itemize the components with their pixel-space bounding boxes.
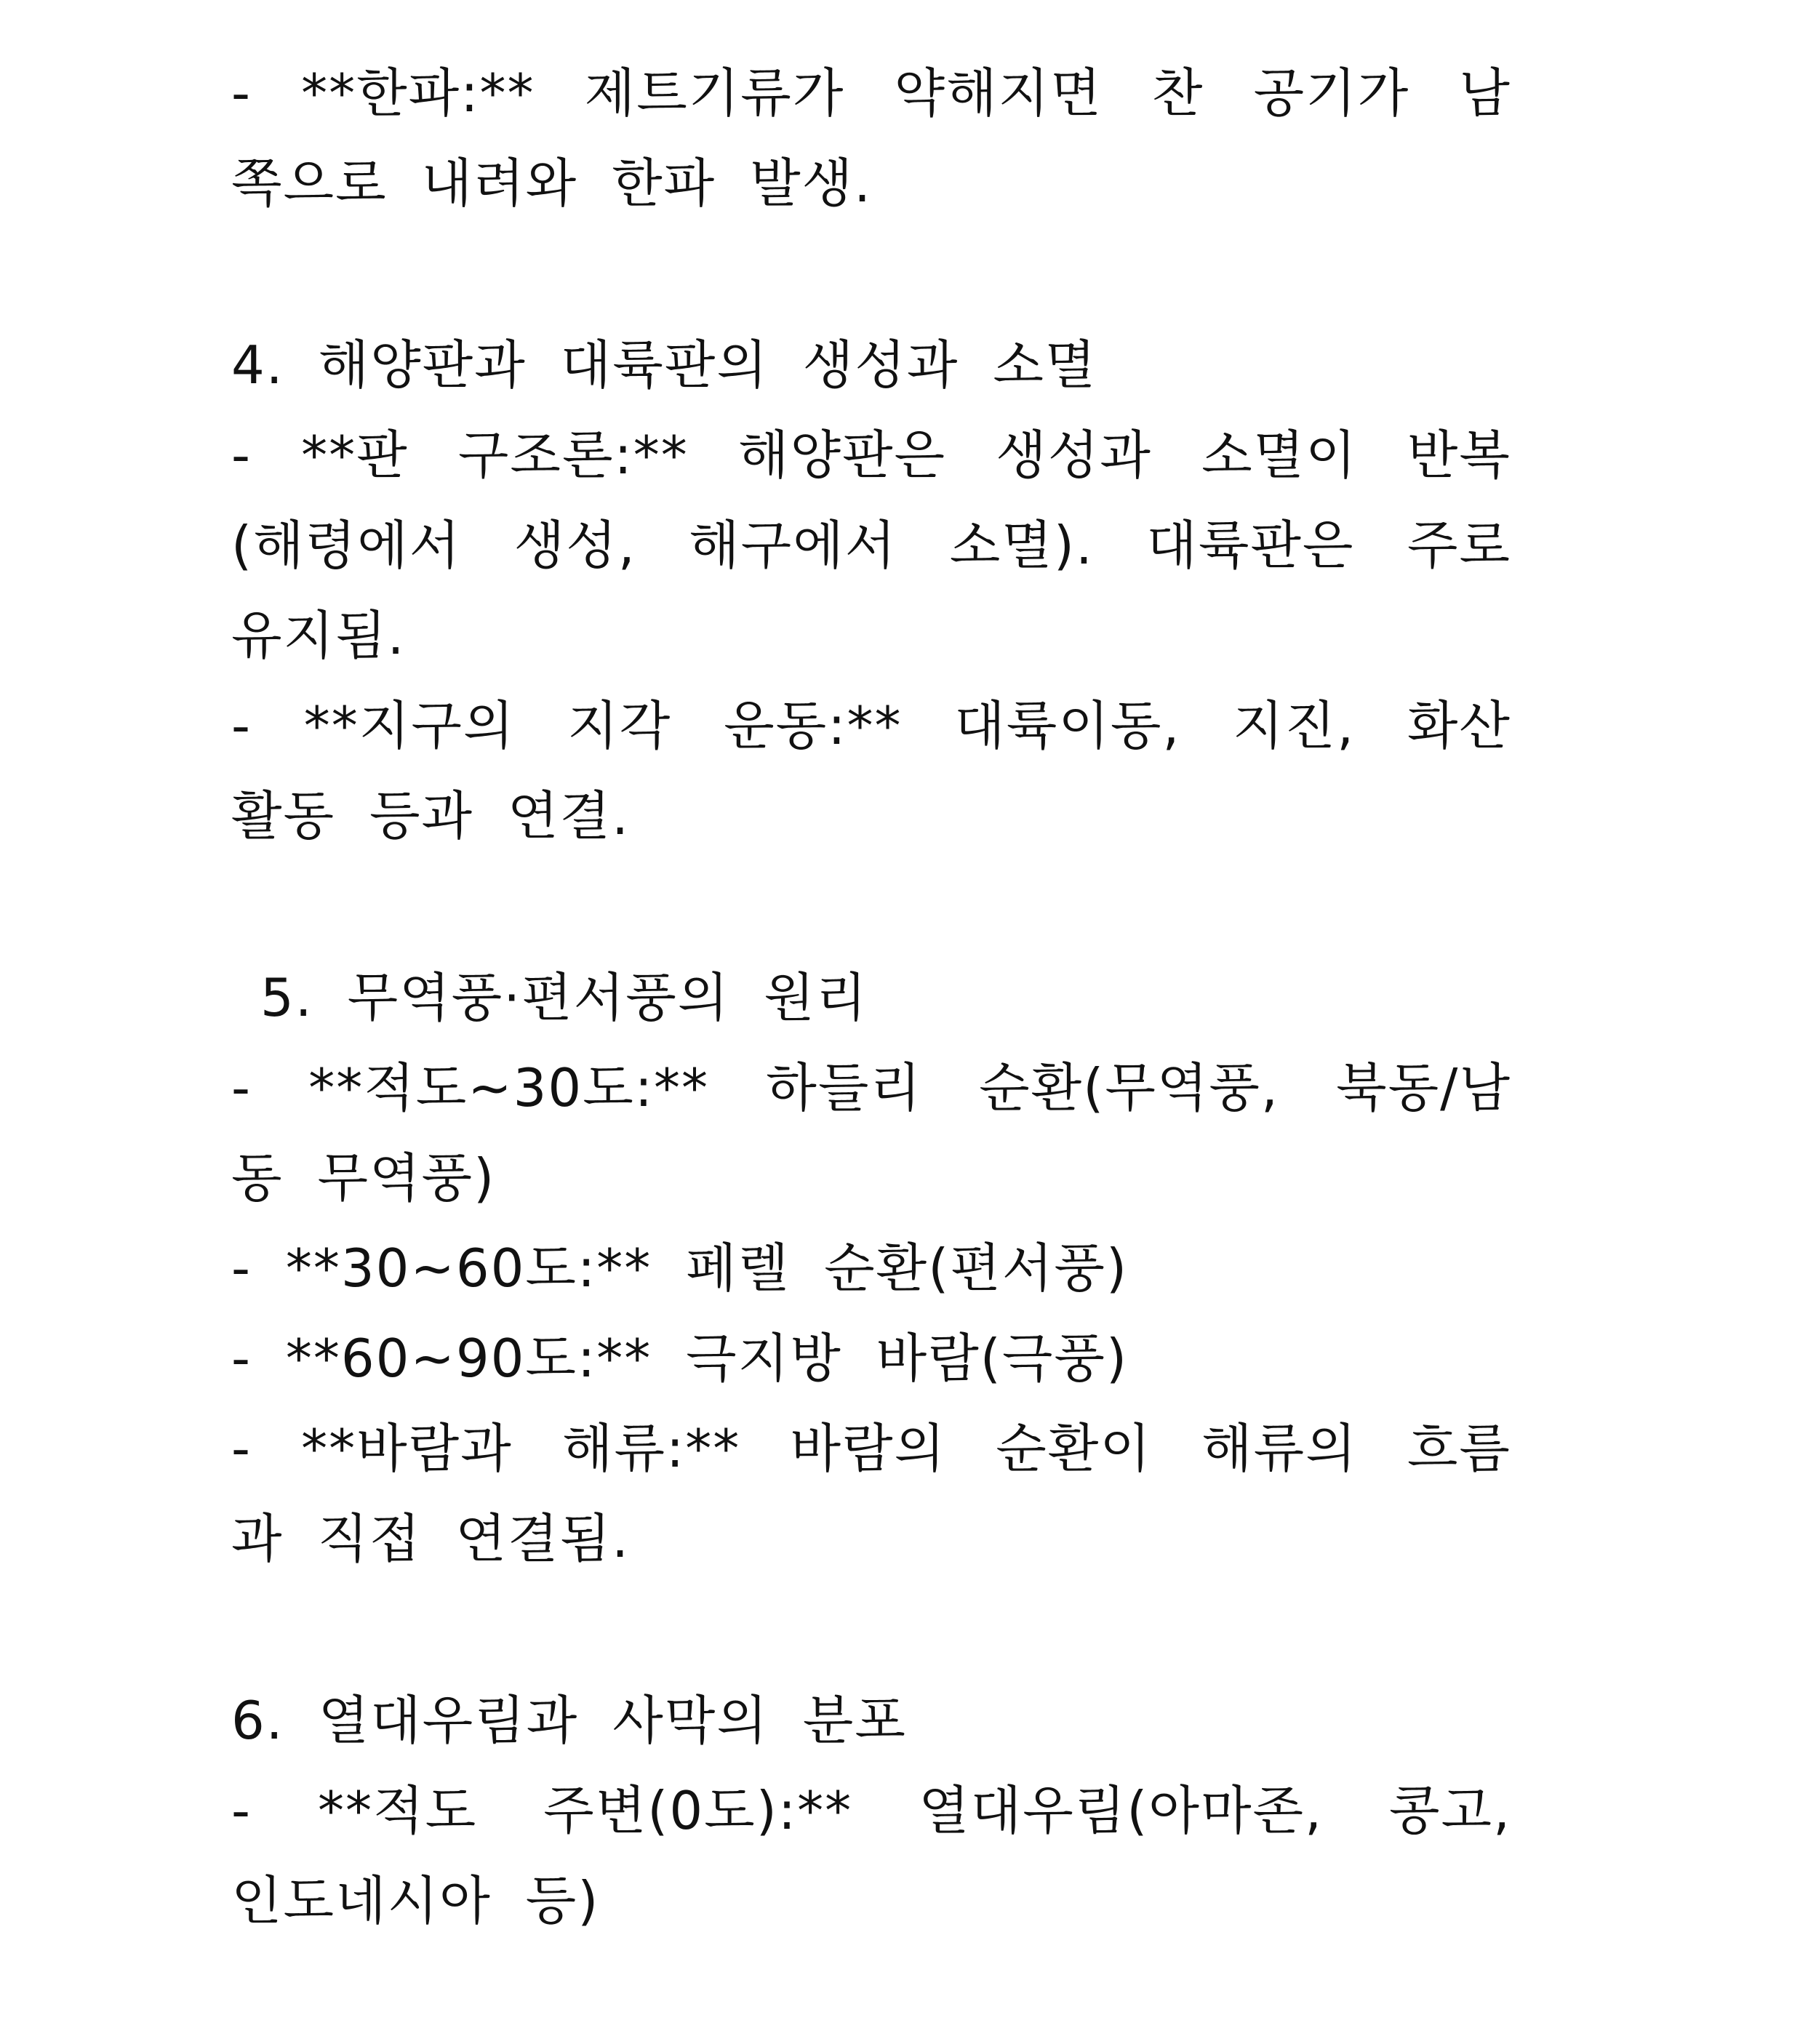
bullet-line: - **바람과 해류:** 바람의 순환이 해류의 흐름 [231,1418,1511,1479]
bullet-line: - **적도 주변(0도):** 열대우림(아마존, 콩고, [231,1780,1511,1841]
section-heading-4: 4. 해양판과 대륙판의 생성과 소멸 [231,334,1097,396]
bullet-line: - **지구의 지각 운동:** 대륙이동, 지진, 화산 [231,695,1511,756]
bullet-line: - **판 구조론:** 해양판은 생성과 소멸이 반복 [231,425,1511,486]
bullet-continuation: 쪽으로 내려와 한파 발생. [231,153,873,214]
paragraph-gap [231,1584,1511,1675]
bullet-continuation: (해령에서 생성, 해구에서 소멸). 대륙판은 주로 [231,515,1511,576]
bullet-line: - **60~90도:** 극지방 바람(극풍) [231,1328,1129,1389]
bullet-line: - **한파:** 제트기류가 약해지면 찬 공기가 남 [231,63,1511,124]
bullet-continuation: 인도네시아 등) [231,1870,600,1931]
paragraph-gap [231,861,1511,953]
bullet-continuation: 유지됨. [231,605,406,666]
bullet-line: - **적도~30도:** 하들리 순환(무역풍, 북동/남 [231,1057,1511,1118]
bullet-line: - **30~60도:** 페렐 순환(편서풍) [231,1238,1129,1299]
section-heading-5: 5. 무역풍·편서풍의 원리 [260,967,868,1028]
bullet-continuation: 동 무역풍) [231,1147,496,1209]
paragraph-gap [231,228,1511,320]
bullet-continuation: 활동 등과 연결. [231,785,630,846]
bullet-continuation: 과 직접 연결됨. [231,1508,630,1569]
section-heading-6: 6. 열대우림과 사막의 분포 [231,1690,907,1751]
document-page [231,48,1511,1946]
